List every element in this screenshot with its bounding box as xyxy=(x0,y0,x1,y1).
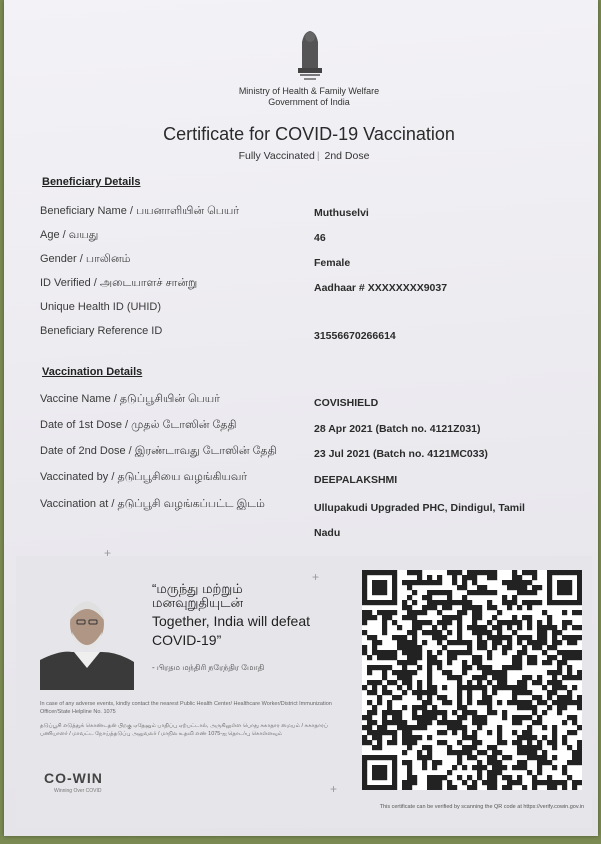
quote-tamil-line1: “மருந்து மற்றும் xyxy=(152,581,243,596)
crosshair-mark-icon: + xyxy=(330,782,338,796)
beneficiary-name-value: Muthuselvi xyxy=(314,207,369,219)
ministry-header xyxy=(204,86,414,108)
national-emblem-icon xyxy=(290,28,330,82)
age-label: Age / வயது xyxy=(40,229,99,241)
reference-id-value: 31556670266614 xyxy=(314,330,396,342)
qr-verify-note: This certificate can be verified by scanning the QR code at https://verify.cowin.gov.in xyxy=(379,804,584,810)
status-text: Fully Vaccinated xyxy=(238,150,315,162)
adverse-events-note: In case of any adverse events, kindly contact the nearest Public Health Center/ Healthcare Worker/District Immunization Officer/State Helpline No. 1075 xyxy=(40,701,332,715)
quote-tamil xyxy=(152,582,322,610)
vaccination-at-label: Vaccination at / தடுப்பூசி வழங்கப்பட்ட இடம் xyxy=(40,498,265,510)
vaccination-at-value: Ullupakudi Upgraded PHC, Dindigul, Tamil xyxy=(314,502,525,514)
crosshair-mark-icon: + xyxy=(104,546,112,560)
id-verified-label: ID Verified / அடையாளச் சான்று xyxy=(40,277,198,289)
gender-label: Gender / பாலினம் xyxy=(40,253,131,265)
vaccination-at-value-cont: Nadu xyxy=(314,527,341,539)
beneficiary-heading: Beneficiary Details xyxy=(42,176,141,188)
certificate-title: Certificate for COVID-19 Vaccination xyxy=(163,124,455,144)
ministry-line: Ministry of Health & Family Welfare xyxy=(238,86,380,96)
cowin-logo: CO-WIN xyxy=(44,770,103,786)
cowin-tagline: Winning Over COVID xyxy=(54,788,102,794)
crosshair-mark-icon: + xyxy=(312,570,320,584)
verification-qr-code xyxy=(362,570,582,790)
dose2-date-value: 23 Jul 2021 (Batch no. 4121MC033) xyxy=(314,448,488,460)
dose1-date-label: Date of 1st Dose / முதல் டோஸின் தேதி xyxy=(40,419,237,431)
pm-portrait-icon xyxy=(40,590,134,690)
adverse-events-note-tamil: தடுப்பூசி எடுத்துக் கொண்டதன் பிறகு ஏதேனும் பாதிப்பு ஏற்பட்டால், அருகிலுள்ள பொது சுகாதார மையம் / சுகாதாரப் பணியாளர் / மாவட்ட நோய்த்தடுப்பு அலுவலர் / மாநில உதவி எண் 1075-ஐ தொடர்பு கொள்ளவும் xyxy=(40,723,328,737)
dose2-date-label: Date of 2nd Dose / இரண்டாவது டோஸின் தேதி xyxy=(40,445,277,457)
dose-text: 2nd Dose xyxy=(324,150,370,162)
age-value: 46 xyxy=(314,232,326,244)
dose1-date-value: 28 Apr 2021 (Batch no. 4121Z031) xyxy=(314,423,481,435)
id-verified-value: Aadhaar # XXXXXXXX9037 xyxy=(314,282,448,294)
quote-attribution: - பிரதம மந்திரி நரேந்திர மோதி xyxy=(152,663,265,672)
gender-value: Female xyxy=(314,257,351,269)
quote-english: Together, India will defeat COVID-19” xyxy=(152,613,310,648)
vaccinated-by-label: Vaccinated by / தடுப்பூசியை வழங்கியவர் xyxy=(40,471,248,483)
reference-id-label: Beneficiary Reference ID xyxy=(40,325,163,337)
vaccination-heading: Vaccination Details xyxy=(42,366,143,378)
vaccine-name-label: Vaccine Name / தடுப்பூசியின் பெயர் xyxy=(40,393,220,405)
quote-tamil-line2: மனவுறுதியுடன் xyxy=(152,595,244,610)
beneficiary-name-label: Beneficiary Name / பயனாளியின் பெயர் xyxy=(40,205,240,217)
government-line: Government of India xyxy=(268,97,350,107)
vaccine-name-value: COVISHIELD xyxy=(314,397,379,409)
vaccination-status: Fully Vaccinated | 2nd Dose xyxy=(238,150,370,162)
certificate-paper xyxy=(4,0,598,836)
vaccinated-by-value: DEEPALAKSHMI xyxy=(314,474,398,486)
uhid-label: Unique Health ID (UHID) xyxy=(40,301,162,313)
